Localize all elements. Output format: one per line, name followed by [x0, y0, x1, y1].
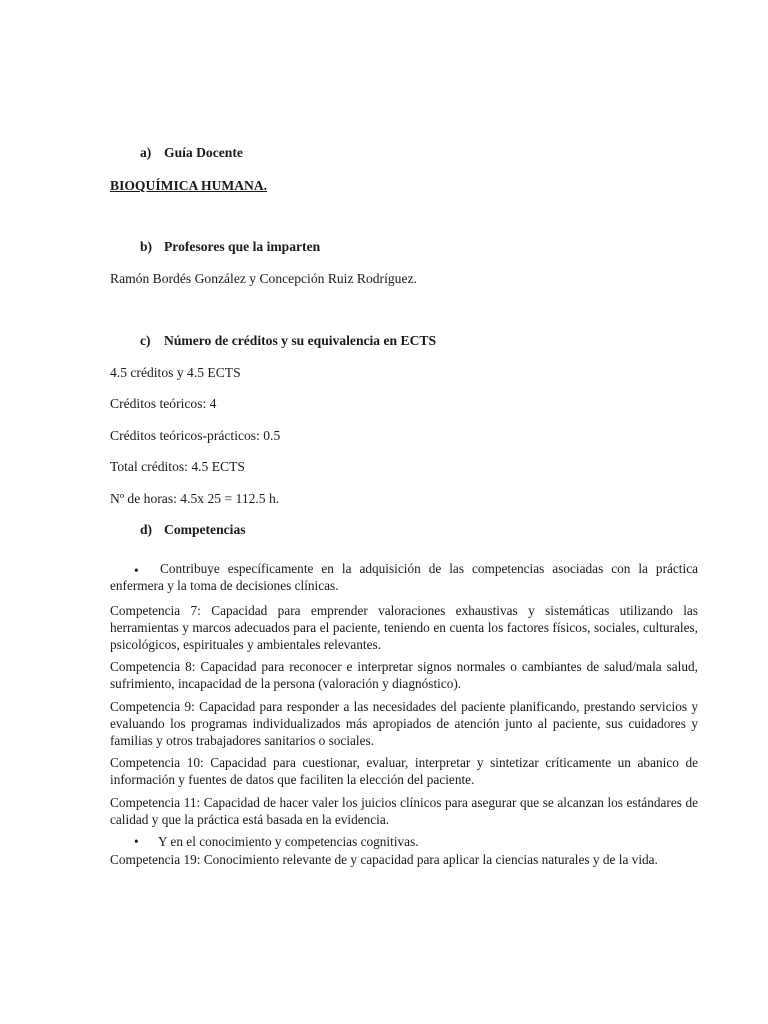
- section-b-label: Profesores que la imparten: [164, 239, 321, 254]
- section-b-letter: b): [140, 239, 153, 254]
- section-c-letter: c): [140, 333, 151, 348]
- bullet-dot-2: •: [134, 834, 139, 849]
- competencias-bullet-1: Contribuye específicamente en la adquisición de las competencias asociadas con la práctica enfermera y la toma de decisiones clínicas.: [110, 561, 698, 593]
- competencia-19: Competencia 19: Conocimiento relevante de y capacidad para aplicar la ciencias naturales y de la vida.: [110, 852, 658, 867]
- section-c-heading: [140, 333, 436, 349]
- section-d-heading: [140, 522, 246, 538]
- section-d-label: Competencias: [164, 522, 246, 537]
- credits-line-5: Nº de horas: 4.5x 25 = 112.5 h.: [110, 491, 280, 506]
- credits-line-2: Créditos teóricos: 4: [110, 396, 217, 411]
- competencias-bullet-2: Y en el conocimiento y competencias cognitivas.: [158, 834, 419, 849]
- document-page: [110, 0, 698, 1024]
- section-a-letter: a): [140, 145, 152, 160]
- course-title: BIOQUÍMICA HUMANA.: [110, 178, 268, 193]
- competencia-8: Competencia 8: Capacidad para reconocer e interpretar signos normales o cambiantes de salud/mala salud, sufrimiento, incapacidad de la persona (valoración y diagnóstico).: [110, 659, 698, 691]
- credits-line-4: Total créditos: 4.5 ECTS: [110, 459, 245, 474]
- credits-line-1: 4.5 créditos y 4.5 ECTS: [110, 365, 241, 380]
- section-a-heading: [140, 145, 243, 161]
- section-d-letter: d): [140, 522, 153, 537]
- section-b-heading: [140, 239, 320, 255]
- competencia-11: Competencia 11: Capacidad de hacer valer los juicios clínicos para asegurar que se alcanzan los estándares de calidad y que la práctica está basada en la evidencia.: [110, 795, 698, 827]
- competencia-7: Competencia 7: Capacidad para emprender valoraciones exhaustivas y sistemáticas utilizando las herramientas y marcos adecuados para el paciente, teniendo en cuenta los factores físicos, sociales, culturales, psicológicos, espirituales y ambientales relevantes.: [110, 603, 698, 652]
- section-a-label: Guía Docente: [164, 145, 243, 160]
- section-c-label: Número de créditos y su equivalencia en ECTS: [164, 333, 437, 348]
- credits-line-3: Créditos teóricos-prácticos: 0.5: [110, 428, 281, 443]
- bullet-dot-1: •: [134, 563, 139, 578]
- competencia-9: Competencia 9: Capacidad para responder a las necesidades del paciente planificando, prestando servicios y evaluando los programas individualizados más apropiados de atención junto al paciente, sus cuidadores y familias y otros trabajadores sanitarios o sociales.: [110, 699, 698, 748]
- professors-text: Ramón Bordés González y Concepción Ruiz Rodríguez.: [110, 271, 417, 286]
- competencia-10: Competencia 10: Capacidad para cuestionar, evaluar, interpretar y sintetizar críticamente un abanico de información y fuentes de datos que faciliten la elección del paciente.: [110, 755, 698, 787]
